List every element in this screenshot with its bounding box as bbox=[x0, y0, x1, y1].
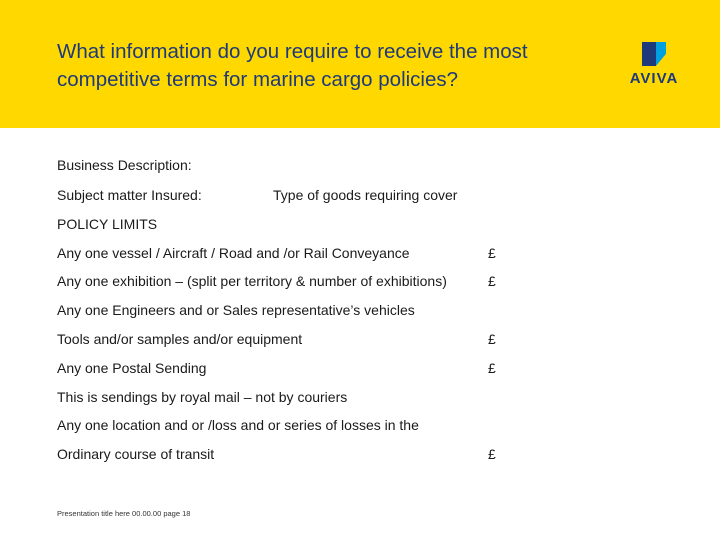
tools-samples-currency: £ bbox=[488, 331, 496, 347]
location-losses: Any one location and or /loss and or series of losses in the bbox=[57, 417, 419, 433]
policy-limits-heading: POLICY LIMITS bbox=[57, 216, 158, 232]
subject-matter-label: Subject matter Insured: bbox=[57, 187, 202, 203]
aviva-logo bbox=[620, 40, 690, 92]
subject-matter-value: Type of goods requiring cover bbox=[273, 187, 458, 203]
postal-note: This is sendings by royal mail – not by couriers bbox=[57, 389, 348, 405]
vessel-limit: Any one vessel / Aircraft / Road and /or Rail Conveyance bbox=[57, 245, 410, 261]
ordinary-transit-currency: £ bbox=[488, 446, 496, 462]
ordinary-transit: Ordinary course of transit bbox=[57, 446, 215, 462]
business-description: Business Description: bbox=[57, 157, 192, 173]
header-banner bbox=[0, 0, 720, 128]
tools-samples: Tools and/or samples and/or equipment bbox=[57, 331, 303, 347]
exhibition-limit-currency: £ bbox=[488, 273, 496, 289]
logo-wordmark: AVIVA bbox=[629, 70, 679, 87]
page-title: What information do you require to receive the most competitive terms for marine cargo policies? bbox=[57, 40, 528, 91]
aviva-logo-icon bbox=[640, 40, 668, 68]
postal-sending: Any one Postal Sending bbox=[57, 360, 207, 376]
footer-text: Presentation title here 00.00.00 page 18 bbox=[57, 509, 191, 518]
engineers-vehicles: Any one Engineers and or Sales representative’s vehicles bbox=[57, 302, 415, 318]
vessel-limit-currency: £ bbox=[488, 245, 496, 261]
postal-sending-currency: £ bbox=[488, 360, 496, 376]
exhibition-limit: Any one exhibition – (split per territory & number of exhibitions) bbox=[57, 273, 447, 289]
